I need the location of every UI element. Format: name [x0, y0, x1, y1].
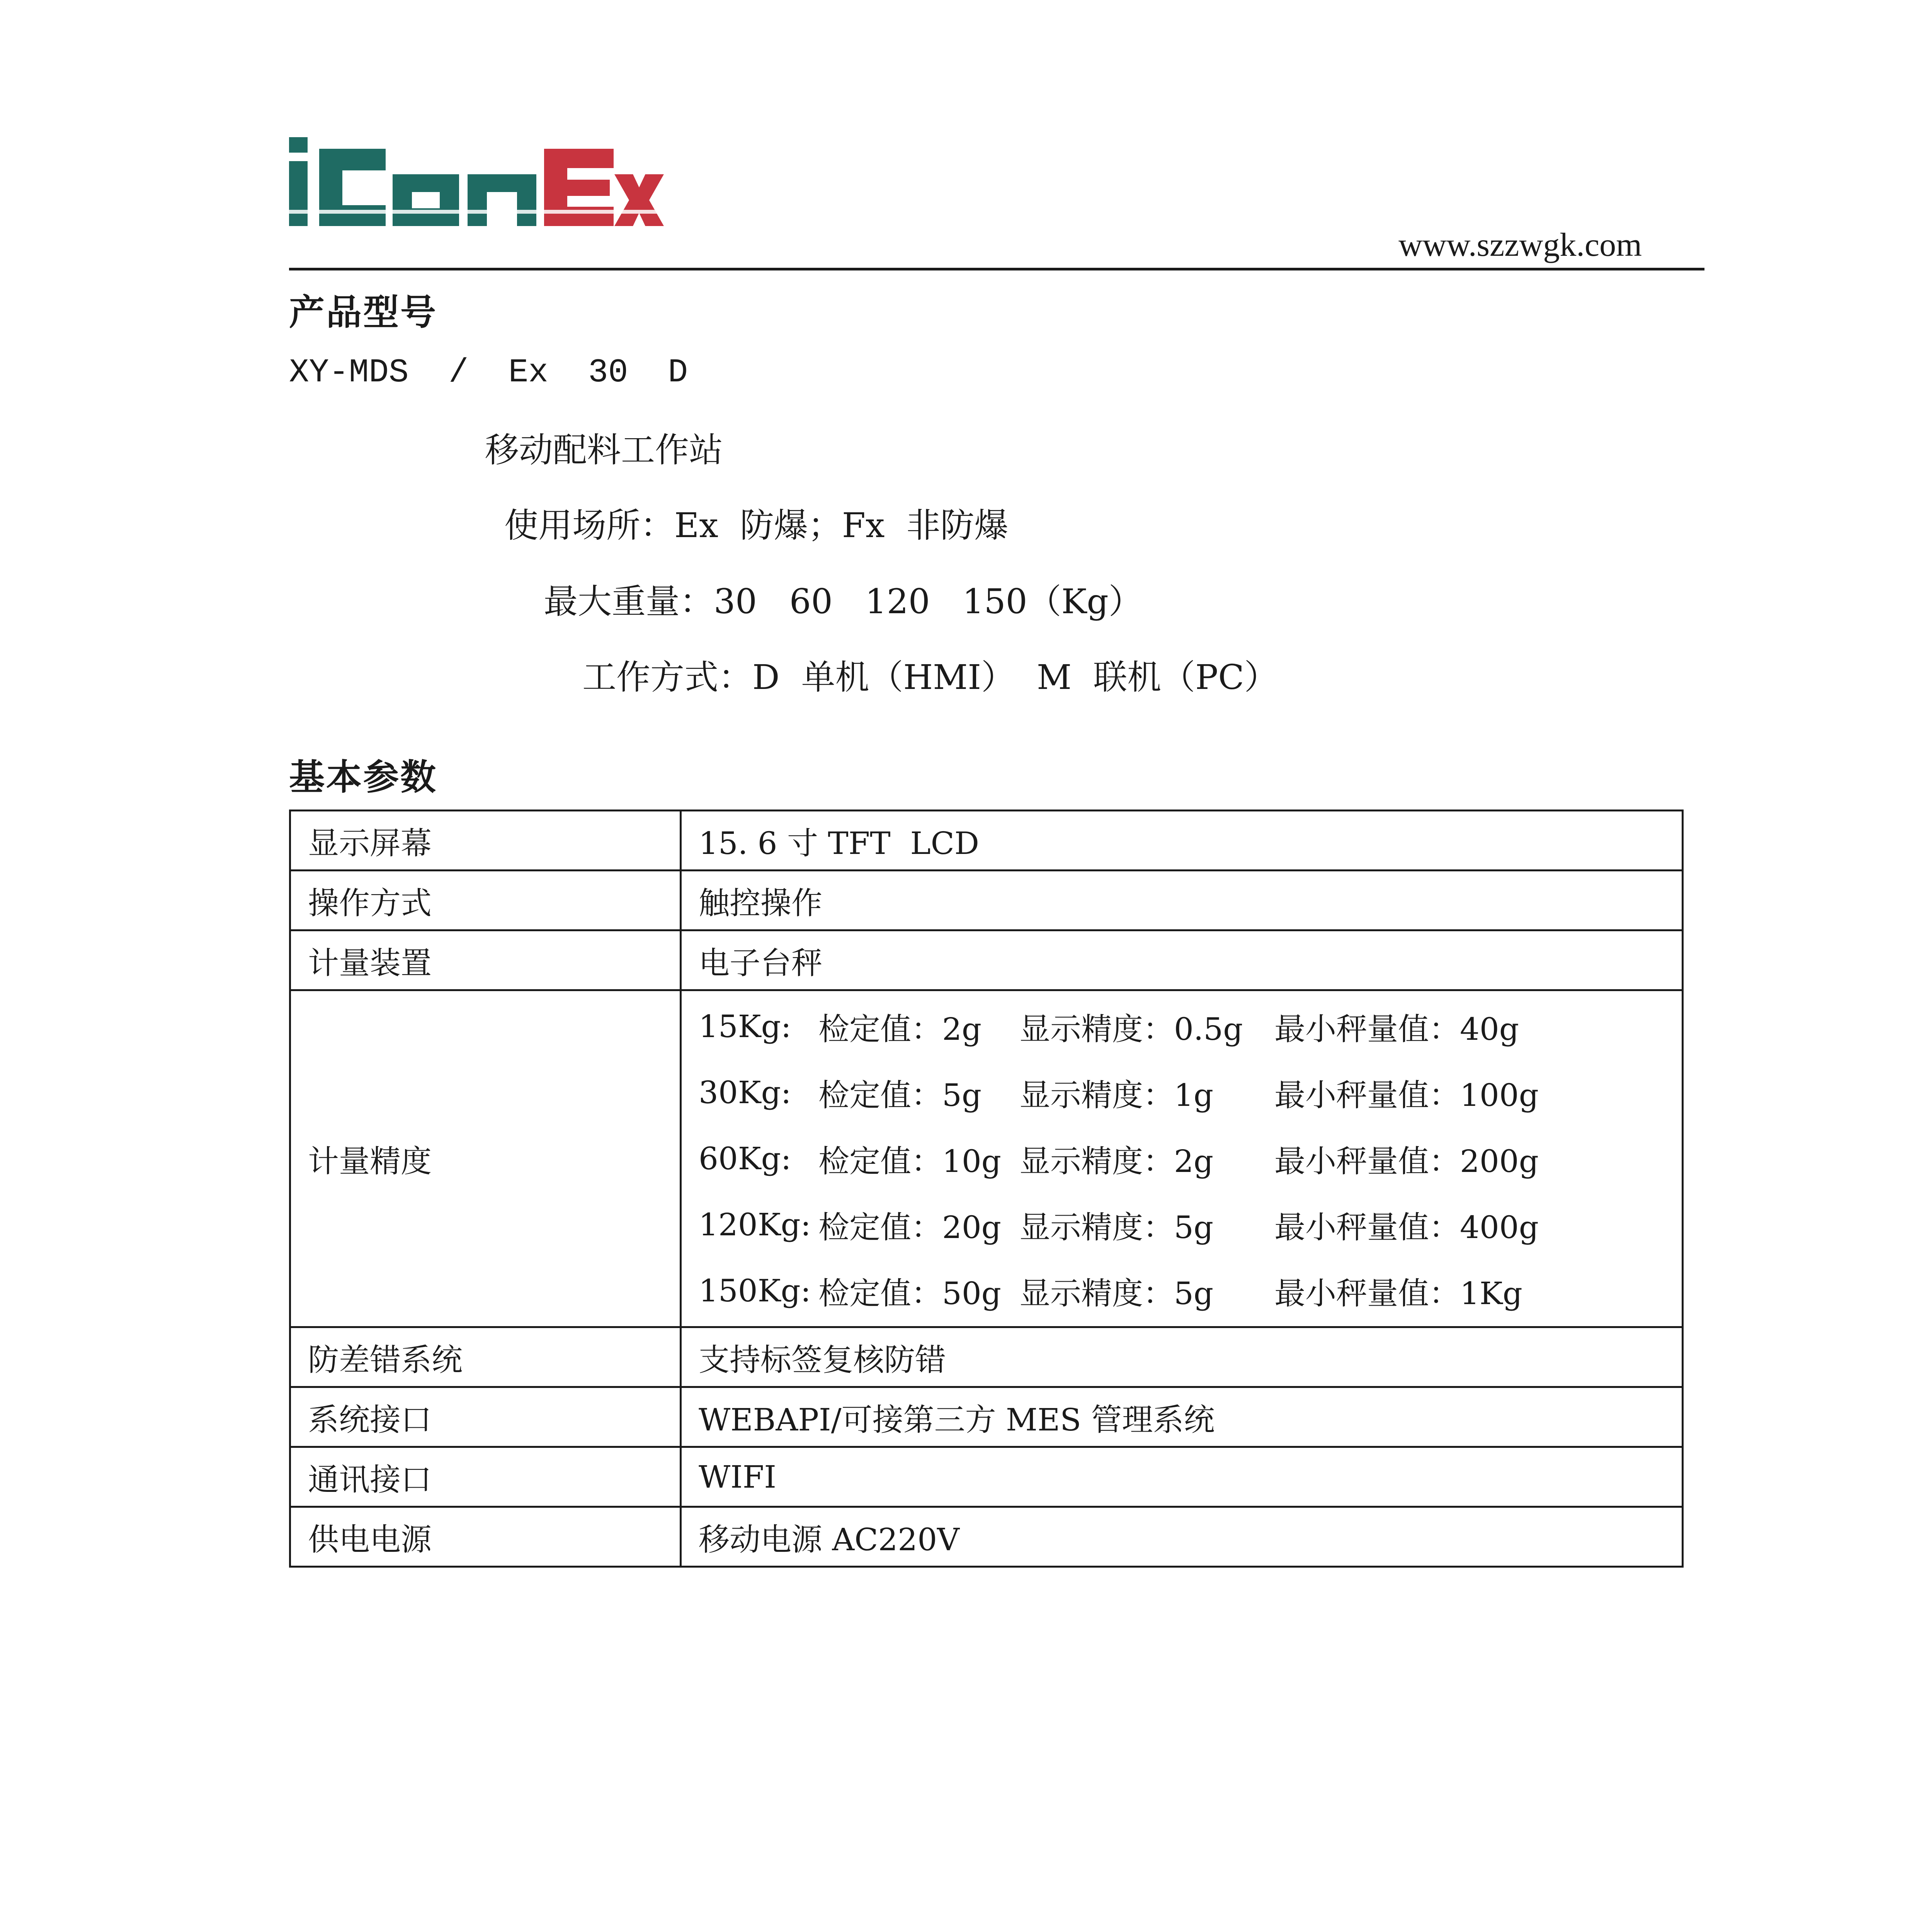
model-desc-name: 移动配料工作站: [485, 430, 723, 470]
accuracy-values: [681, 990, 1683, 1327]
param-value: 触控操作: [681, 871, 1683, 930]
accuracy-min: 最小秤量值：400g: [1274, 1209, 1539, 1245]
model-desc-weight: 最大重量：30 60 120 150（Kg）: [544, 582, 1143, 621]
accuracy-min: 最小秤量值：40g: [1274, 1011, 1519, 1047]
accuracy-display: 显示精度：5g: [1019, 1209, 1214, 1245]
accuracy-model: 15Kg:: [699, 1009, 791, 1044]
website-url[interactable]: www.szzwgk.com: [1398, 226, 1642, 263]
accuracy-min: 最小秤量值：100g: [1274, 1077, 1539, 1113]
param-value: 15. 6 寸 TFT LCD: [681, 811, 1683, 871]
model-code: XY-MDS / Ex 30 D: [289, 354, 688, 391]
accuracy-line: [699, 1126, 1665, 1192]
param-label: 防差错系统: [290, 1327, 681, 1387]
accuracy-model: 120Kg:: [699, 1207, 811, 1243]
basic-params-heading: 基本参数: [289, 757, 438, 798]
accuracy-min: 最小秤量值：200g: [1274, 1143, 1539, 1179]
accuracy-display: 显示精度：1g: [1019, 1077, 1214, 1113]
model-desc-mode: 工作方式：D 单机（HMI） M 联机（PC）: [582, 657, 1278, 697]
accuracy-line: [699, 1192, 1665, 1258]
table-row: [290, 1327, 1683, 1387]
param-value: 支持标签复核防错: [681, 1327, 1683, 1387]
param-label: 计量装置: [290, 930, 681, 990]
model-desc-location: 使用场所：Ex 防爆；Fx 非防爆: [504, 505, 1009, 545]
table-row-accuracy: [290, 990, 1683, 1327]
table-row: [290, 1507, 1683, 1567]
accuracy-check: 检定值：2g: [818, 1011, 982, 1047]
param-label: 供电电源: [290, 1507, 681, 1567]
param-value: 电子台秤: [681, 930, 1683, 990]
param-label: 系统接口: [290, 1387, 681, 1447]
accuracy-model: 60Kg:: [699, 1141, 791, 1177]
param-value: 移动电源 AC220V: [681, 1507, 1683, 1567]
accuracy-check: 检定值：20g: [818, 1209, 1002, 1245]
product-model-heading: 产品型号: [289, 292, 438, 333]
accuracy-line: [699, 1060, 1665, 1126]
param-value: WEBAPI/可接第三方 MES 管理系统: [681, 1387, 1683, 1447]
param-label: 通讯接口: [290, 1447, 681, 1507]
table-row: [290, 1387, 1683, 1447]
table-row: [290, 930, 1683, 990]
params-table: [289, 810, 1684, 1568]
param-value: WIFI: [681, 1447, 1683, 1507]
accuracy-display: 显示精度：0.5g: [1019, 1011, 1243, 1047]
param-label: 操作方式: [290, 871, 681, 930]
accuracy-min: 最小秤量值：1Kg: [1274, 1276, 1522, 1311]
brand-logo: [289, 137, 664, 226]
accuracy-check: 检定值：50g: [818, 1276, 1002, 1311]
header-divider: [289, 268, 1704, 270]
accuracy-check: 检定值：5g: [818, 1077, 982, 1113]
accuracy-model: 30Kg:: [699, 1075, 791, 1111]
table-row: [290, 1447, 1683, 1507]
accuracy-display: 显示精度：5g: [1019, 1276, 1214, 1311]
accuracy-line: [699, 993, 1665, 1060]
accuracy-model: 150Kg:: [699, 1273, 811, 1309]
table-row: [290, 811, 1683, 871]
param-label: 计量精度: [290, 990, 681, 1327]
param-label: 显示屏幕: [290, 811, 681, 871]
accuracy-line: [699, 1258, 1665, 1324]
table-row: [290, 871, 1683, 930]
accuracy-check: 检定值：10g: [818, 1143, 1002, 1179]
accuracy-display: 显示精度：2g: [1019, 1143, 1214, 1179]
